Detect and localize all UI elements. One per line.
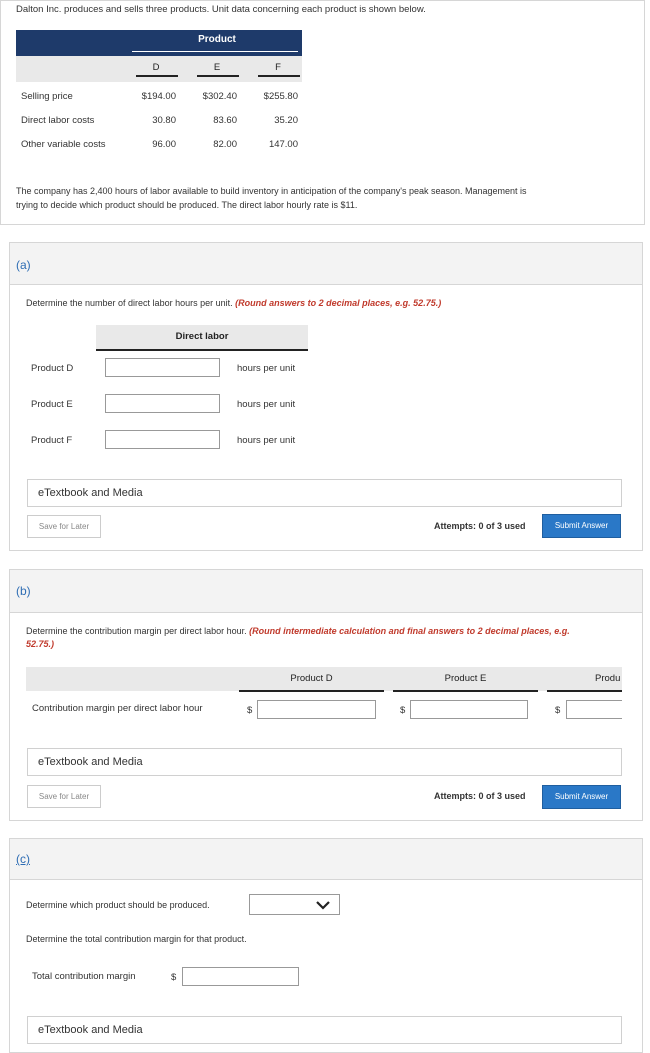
- row-label: Direct labor costs: [21, 115, 95, 126]
- table-cell: 35.20: [274, 115, 298, 126]
- etextbook-and-media[interactable]: eTextbook and Media: [27, 748, 622, 776]
- unit-label: hours per unit: [237, 363, 296, 374]
- table-cell: 96.00: [152, 139, 176, 150]
- currency-symbol: $: [555, 705, 561, 716]
- intro-text: Dalton Inc. produces and sells three products. Unit data concerning each product is shown below.: [16, 4, 426, 15]
- row-label: Selling price: [21, 91, 73, 102]
- part-c-letter: (c): [16, 852, 30, 866]
- currency-symbol: $: [400, 705, 406, 716]
- attempts-counter: Attempts: 0 of 3 used: [434, 791, 526, 801]
- product-d-label: Product D: [31, 363, 74, 374]
- column-title-product-e: Product E: [444, 673, 487, 684]
- header-rule: [393, 690, 538, 692]
- product-select[interactable]: [249, 894, 340, 915]
- part-b-instruction-cont: [26, 639, 54, 649]
- cm-product-d-input[interactable]: [257, 700, 376, 719]
- header-rule: [132, 51, 298, 52]
- row-label: Other variable costs: [21, 139, 106, 150]
- table-cell: $302.40: [202, 91, 237, 102]
- table-cell: 83.60: [213, 115, 237, 126]
- part-c-question2: Determine the total contribution margin for that product.: [26, 934, 247, 944]
- table-cell: 30.80: [152, 115, 176, 126]
- submit-answer-button[interactable]: Submit Answer: [542, 514, 621, 538]
- total-cm-input[interactable]: [182, 967, 299, 986]
- column-title-product-d: Product D: [290, 673, 333, 684]
- total-cm-label: Total contribution margin: [32, 971, 136, 982]
- instruction-text: Determine the number of direct labor hours per unit.: [26, 298, 233, 308]
- cm-product-f-input[interactable]: [566, 700, 622, 719]
- rounding-hint: (Round intermediate calculation and final answers to 2 decimal places, e.g.: [249, 626, 570, 636]
- cm-per-hour-label: Contribution margin per direct labor hour: [32, 703, 203, 714]
- table-cell: 147.00: [268, 139, 298, 150]
- table-cell: $194.00: [141, 91, 176, 102]
- part-a-letter: (a): [16, 258, 31, 272]
- product-e-hours-input[interactable]: [105, 394, 220, 413]
- column-header-f: F: [275, 62, 281, 73]
- unit-label: hours per unit: [237, 435, 296, 446]
- column-header-e: E: [213, 62, 221, 73]
- etextbook-and-media[interactable]: eTextbook and Media: [27, 479, 622, 507]
- table-cell: $255.80: [263, 91, 298, 102]
- table-cell: 82.00: [213, 139, 237, 150]
- attempts-counter: Attempts: 0 of 3 used: [434, 521, 526, 531]
- header-rule: [96, 349, 308, 351]
- column-rule-f: [258, 75, 300, 77]
- part-b-instruction: [26, 626, 570, 636]
- save-for-later-button[interactable]: Save for Later: [27, 515, 101, 538]
- rounding-hint: (Round answers to 2 decimal places, e.g. 52.75.): [235, 298, 442, 308]
- product-f-hours-input[interactable]: [105, 430, 220, 449]
- part-a-instruction: [26, 298, 441, 308]
- part-a-header: [10, 243, 642, 285]
- intro-note-line2: trying to decide which product should be produced. The direct labor hourly rate is $11.: [16, 200, 358, 210]
- currency-symbol: $: [247, 705, 253, 716]
- currency-symbol: $: [171, 972, 177, 983]
- chevron-down-icon: [315, 899, 331, 911]
- product-f-label: Product F: [31, 435, 73, 446]
- product-d-hours-input[interactable]: [105, 358, 220, 377]
- cm-product-e-input[interactable]: [410, 700, 528, 719]
- unit-label: hours per unit: [237, 399, 296, 410]
- header-rule: [547, 690, 622, 692]
- column-title-product-f: Produ: [595, 673, 621, 684]
- product-e-label: Product E: [31, 399, 73, 410]
- instruction-text: Determine the contribution margin per direct labor hour.: [26, 626, 247, 636]
- intro-note-line1: The company has 2,400 hours of labor available to build inventory in anticipation of the company's peak season. Management is: [16, 186, 527, 196]
- part-b-header: [10, 570, 642, 613]
- direct-labor-title: Direct labor: [175, 331, 229, 342]
- column-rule-d: [136, 75, 178, 77]
- save-for-later-button[interactable]: Save for Later: [27, 785, 101, 808]
- column-header-d: D: [152, 62, 160, 73]
- etextbook-and-media[interactable]: eTextbook and Media: [27, 1016, 622, 1044]
- part-b-letter: (b): [16, 584, 31, 598]
- header-rule: [239, 690, 384, 692]
- rounding-hint-cont: 52.75.): [26, 639, 55, 649]
- column-rule-e: [197, 75, 239, 77]
- table-group-header: Product: [198, 34, 236, 45]
- submit-answer-button[interactable]: Submit Answer: [542, 785, 621, 809]
- part-c-question1: Determine which product should be produced.: [26, 900, 210, 910]
- part-c-header: [10, 839, 642, 880]
